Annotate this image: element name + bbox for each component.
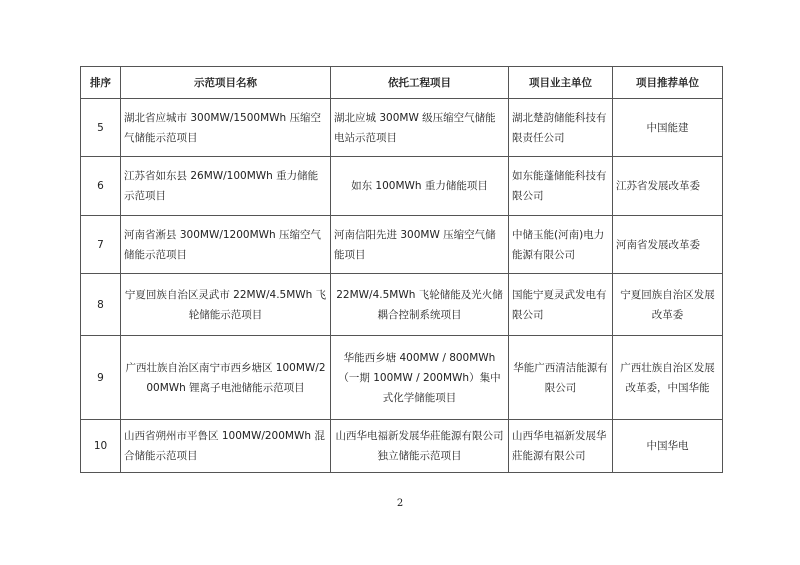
cell-project-name: 湖北省应城市 300MW/1500MWh 压缩空气储能示范项目 [121, 99, 331, 157]
header-project-name: 示范项目名称 [121, 67, 331, 99]
cell-recommender: 广西壮族自治区发展改革委，中国华能 [613, 336, 723, 420]
cell-recommender: 中国华电 [613, 420, 723, 473]
cell-base-project: 华能西乡塘 400MW / 800MWh（一期 100MW / 200MWh）集中式化学储能项目 [331, 336, 509, 420]
table-row [81, 157, 723, 216]
header-base-project: 依托工程项目 [331, 67, 509, 99]
cell-rank: 8 [81, 274, 121, 336]
header-recommender: 项目推荐单位 [613, 67, 723, 99]
cell-recommender: 江苏省发展改革委 [613, 157, 723, 216]
projects-table [80, 66, 723, 473]
cell-recommender: 河南省发展改革委 [613, 216, 723, 274]
cell-project-name: 河南省淅县 300MW/1200MWh 压缩空气储能示范项目 [121, 216, 331, 274]
table-row [81, 336, 723, 420]
cell-base-project: 湖北应城 300MW 级压缩空气储能电站示范项目 [331, 99, 509, 157]
cell-owner: 国能宁夏灵武发电有限公司 [509, 274, 613, 336]
cell-owner: 湖北楚韵储能科技有限责任公司 [509, 99, 613, 157]
cell-base-project: 山西华电福新发展华莊能源有限公司独立储能示范项目 [331, 420, 509, 473]
cell-rank: 6 [81, 157, 121, 216]
cell-project-name: 广西壮族自治区南宁市西乡塘区 100MW/200MWh 锂离子电池储能示范项目 [121, 336, 331, 420]
cell-recommender: 中国能建 [613, 99, 723, 157]
cell-rank: 9 [81, 336, 121, 420]
header-owner: 项目业主单位 [509, 67, 613, 99]
table-row [81, 274, 723, 336]
cell-base-project: 河南信阳先进 300MW 压缩空气储能项目 [331, 216, 509, 274]
table-row [81, 420, 723, 473]
cell-project-name: 宁夏回族自治区灵武市 22MW/4.5MWh 飞轮储能示范项目 [121, 274, 331, 336]
cell-project-name: 山西省朔州市平鲁区 100MW/200MWh 混合储能示范项目 [121, 420, 331, 473]
cell-rank: 5 [81, 99, 121, 157]
cell-rank: 10 [81, 420, 121, 473]
cell-base-project: 如东 100MWh 重力储能项目 [331, 157, 509, 216]
cell-owner: 山西华电福新发展华莊能源有限公司 [509, 420, 613, 473]
page-number: 2 [396, 498, 404, 509]
table-row [81, 99, 723, 157]
table-row [81, 216, 723, 274]
cell-owner: 如东能蓬储能科技有限公司 [509, 157, 613, 216]
cell-rank: 7 [81, 216, 121, 274]
table-header-row [81, 67, 723, 99]
cell-project-name: 江苏省如东县 26MW/100MWh 重力储能示范项目 [121, 157, 331, 216]
cell-owner: 中储玉能(河南)电力能源有限公司 [509, 216, 613, 274]
cell-owner: 华能广西清洁能源有限公司 [509, 336, 613, 420]
header-rank: 排序 [81, 67, 121, 99]
cell-base-project: 22MW/4.5MWh 飞轮储能及光火储耦合控制系统项目 [331, 274, 509, 336]
cell-recommender: 宁夏回族自治区发展改革委 [613, 274, 723, 336]
